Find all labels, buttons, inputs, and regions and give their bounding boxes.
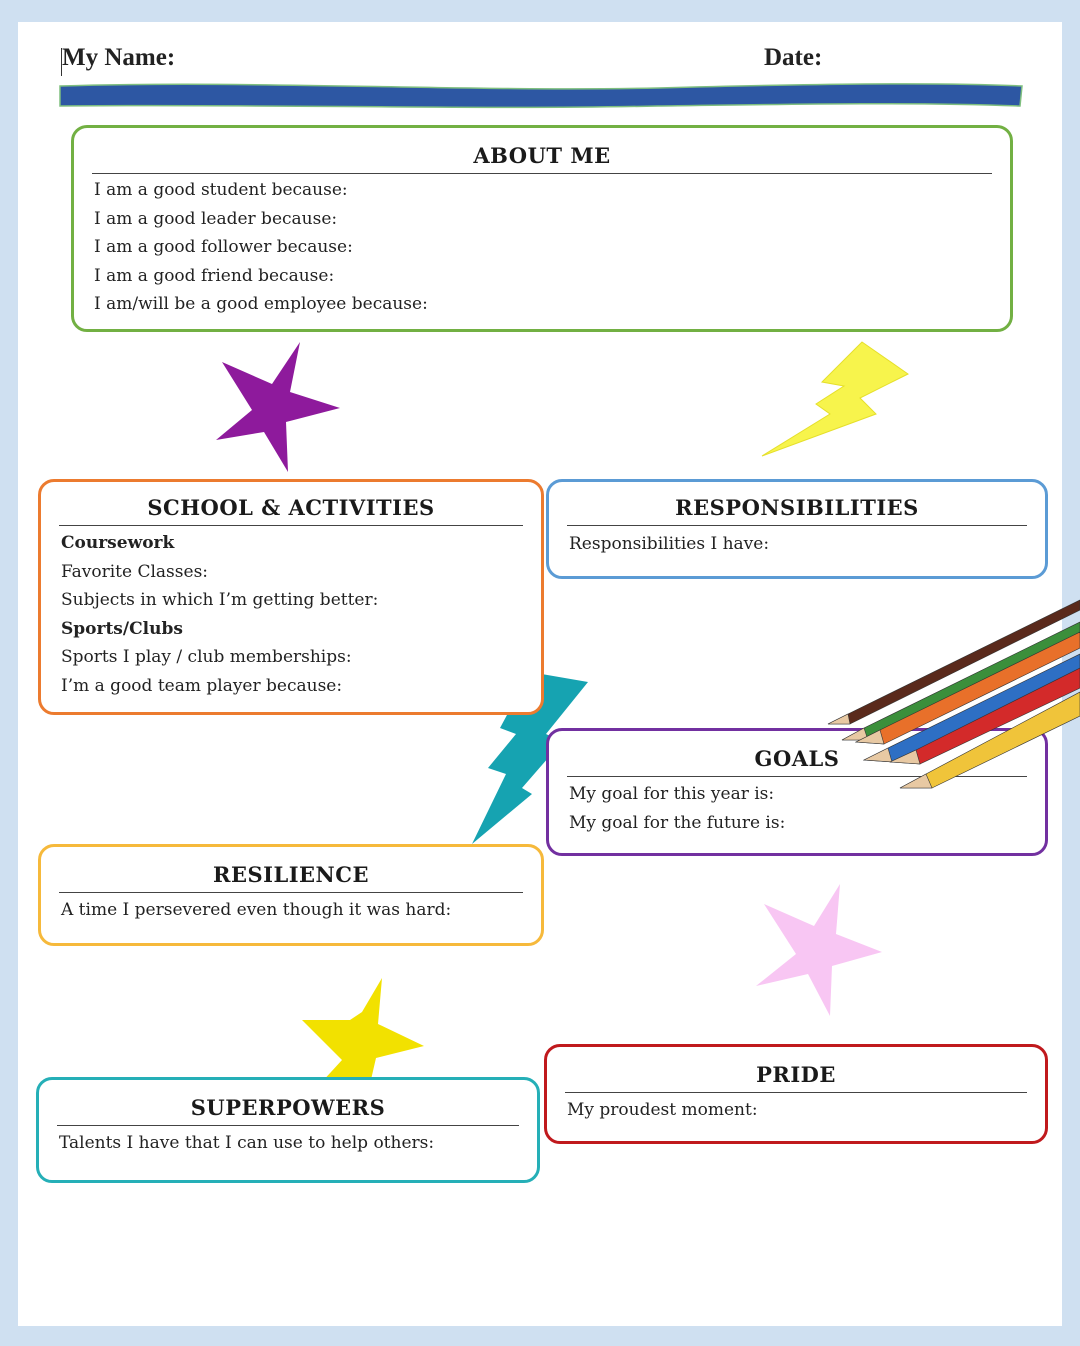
school-activities-title: SCHOOL & ACTIVITIES	[59, 494, 523, 526]
pride-title: PRIDE	[565, 1061, 1027, 1093]
team-player-line: I’m a good team player because:	[61, 675, 343, 696]
pride-line: My proudest moment:	[567, 1100, 758, 1120]
superpowers-box	[36, 1077, 540, 1183]
about-me-line-5: I am/will be a good employee because:	[94, 294, 428, 314]
sports-clubs-heading: Sports/Clubs	[61, 618, 183, 639]
about-me-line-4: I am a good friend because:	[94, 265, 335, 286]
responsibilities-box	[546, 479, 1048, 579]
pride-box	[544, 1044, 1048, 1144]
header-wave-banner	[58, 80, 1024, 114]
about-me-box	[71, 125, 1013, 332]
superpowers-title: SUPERPOWERS	[57, 1094, 519, 1126]
about-me-line-3: I am a good follower because:	[94, 237, 353, 257]
about-me-title: ABOUT ME	[92, 142, 992, 174]
name-label: My Name:	[62, 44, 176, 71]
responsibilities-line: Responsibilities I have:	[569, 534, 770, 554]
coursework-heading: Coursework	[61, 533, 175, 553]
favorite-classes-line: Favorite Classes:	[61, 561, 209, 582]
pink-star-icon	[752, 882, 884, 1018]
goals-title: GOALS	[567, 745, 1027, 777]
yellow-lightning-icon	[758, 340, 910, 458]
sports-play-line: Sports I play / club memberships:	[61, 647, 352, 667]
colored-pencils-icon	[820, 592, 1080, 792]
school-activities-box	[38, 479, 544, 715]
resilience-title: RESILIENCE	[59, 861, 523, 893]
purple-star-icon	[212, 340, 344, 474]
resilience-box	[38, 844, 544, 946]
superpowers-line: Talents I have that I can use to help others:	[59, 1133, 435, 1153]
goal-future-line: My goal for the future is:	[569, 812, 786, 833]
about-me-line-1: I am a good student because:	[94, 180, 348, 200]
responsibilities-title: RESPONSIBILITIES	[567, 494, 1027, 526]
getting-better-line: Subjects in which I’m getting better:	[61, 590, 379, 610]
date-label: Date:	[764, 44, 823, 71]
yellow-star-icon	[298, 976, 426, 1084]
about-me-line-2: I am a good leader because:	[94, 208, 338, 229]
resilience-line: A time I persevered even though it was hard:	[61, 900, 452, 920]
goal-this-year-line: My goal for this year is:	[569, 784, 775, 804]
